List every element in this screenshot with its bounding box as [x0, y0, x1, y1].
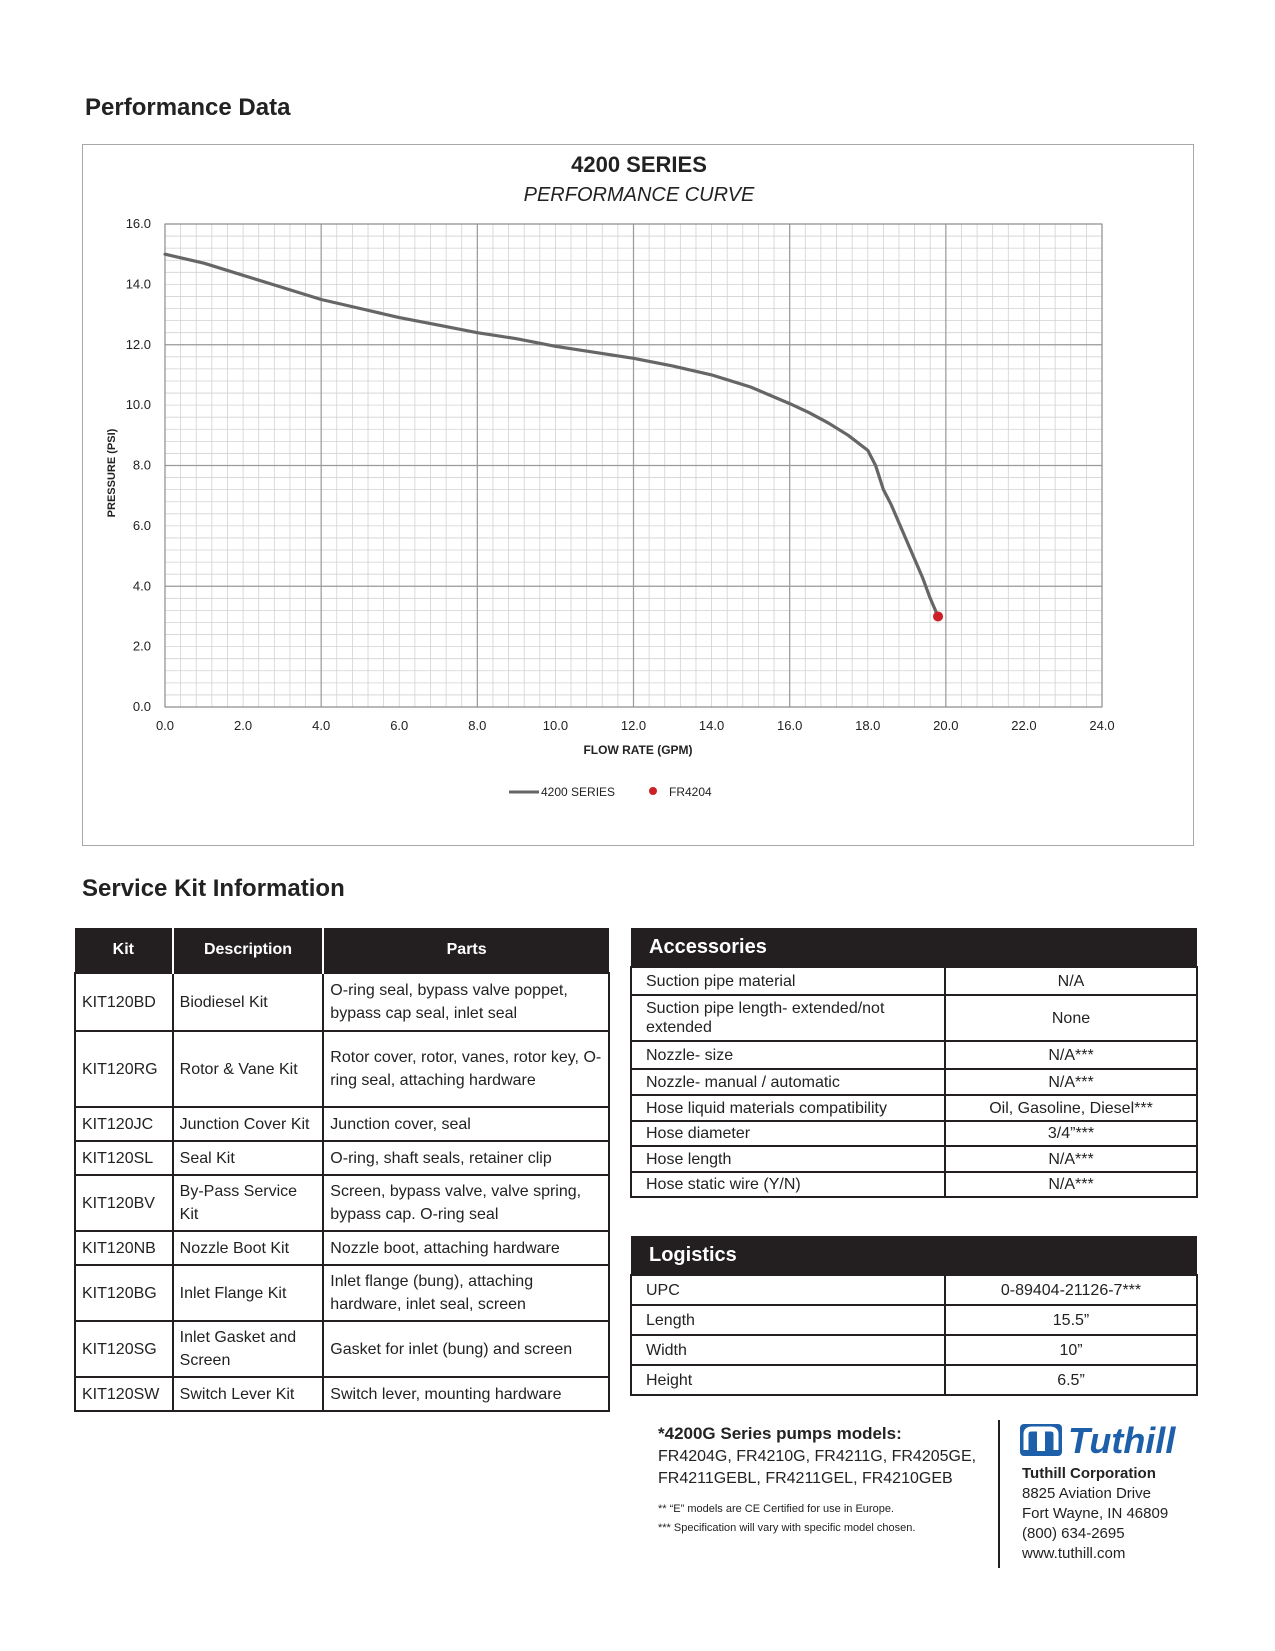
spec-footnote: *** Specification will vary with specific model chosen. — [658, 1522, 916, 1534]
y-tick-label: 10.0 — [125, 397, 151, 413]
kit-parts: Junction cover, seal — [323, 1107, 609, 1141]
notes-models-line-2: FR4211GEBL, FR4211GEL, FR4210GEB — [658, 1470, 953, 1487]
kit-description: Biodiesel Kit — [173, 973, 324, 1031]
y-tick-label: 8.0 — [132, 457, 151, 473]
kit-parts: Rotor cover, rotor, vanes, rotor key, O-ring seal, attaching hardware — [323, 1031, 609, 1107]
table-row — [631, 1172, 1197, 1197]
kit-code: KIT120JC — [75, 1107, 173, 1141]
table-row — [631, 1121, 1197, 1146]
chart-y-axis-label: PRESSURE (PSI) — [106, 428, 118, 518]
spec-label: Nozzle- manual / automatic — [631, 1069, 945, 1095]
performance-chart — [82, 144, 1194, 846]
parts-column-header: Parts — [323, 928, 609, 973]
y-tick-label: 14.0 — [125, 276, 151, 292]
y-tick-label: 6.0 — [132, 517, 151, 533]
kit-code: KIT120SL — [75, 1141, 173, 1175]
x-tick-label: 16.0 — [777, 718, 803, 733]
table-row — [631, 1069, 1197, 1095]
service-kit-table — [74, 928, 610, 1412]
spec-value: N/A*** — [945, 1172, 1197, 1197]
x-tick-label: 8.0 — [468, 718, 487, 733]
spec-value: None — [945, 995, 1197, 1041]
table-row — [75, 1141, 609, 1175]
x-tick-label: 2.0 — [234, 718, 253, 733]
legend-dot-swatch — [649, 787, 657, 795]
company-phone: (800) 634-2695 — [1022, 1525, 1125, 1542]
table-row — [631, 1275, 1197, 1305]
y-tick-label: 4.0 — [132, 578, 151, 594]
kit-description: Junction Cover Kit — [173, 1107, 324, 1141]
kit-description: By-Pass Service Kit — [173, 1175, 324, 1231]
table-row — [631, 1365, 1197, 1395]
spec-label: Hose diameter — [631, 1121, 945, 1146]
performance-data-title: Performance Data — [85, 94, 291, 121]
kit-description: Seal Kit — [173, 1141, 324, 1175]
table-row — [631, 1095, 1197, 1121]
company-website[interactable]: www.tuthill.com — [1022, 1545, 1126, 1562]
kit-description: Rotor & Vane Kit — [173, 1031, 324, 1107]
table-row — [75, 973, 609, 1031]
spec-label: Hose static wire (Y/N) — [631, 1172, 945, 1197]
spec-value: 3/4”*** — [945, 1121, 1197, 1146]
kit-code: KIT120NB — [75, 1231, 173, 1265]
chart-title: 4200 SERIES — [571, 152, 707, 177]
table-row — [75, 1321, 609, 1377]
spec-value: N/A — [945, 967, 1197, 995]
chart-legend — [509, 785, 712, 799]
x-tick-label: 20.0 — [933, 718, 959, 733]
kit-parts: Screen, bypass valve, valve spring, bypass cap. O-ring seal — [323, 1175, 609, 1231]
table-row — [75, 1031, 609, 1107]
footer-divider — [998, 1420, 1000, 1568]
legend-entry-fr4204: FR4204 — [669, 785, 712, 799]
y-tick-label: 16.0 — [125, 216, 151, 231]
kit-parts: Inlet flange (bung), attaching hardware, inlet seal, screen — [323, 1265, 609, 1321]
table-row — [631, 1305, 1197, 1335]
accessories-header: Accessories — [631, 928, 1197, 967]
logistics-header: Logistics — [631, 1236, 1197, 1275]
company-address-line-1: 8825 Aviation Drive — [1022, 1485, 1151, 1502]
kit-code: KIT120SW — [75, 1377, 173, 1411]
y-tick-label: 0.0 — [132, 699, 151, 714]
chart-x-axis-label: FLOW RATE (GPM) — [583, 743, 693, 757]
performance-curve-svg — [83, 145, 1195, 847]
kit-parts: Gasket for inlet (bung) and screen — [323, 1321, 609, 1377]
kit-parts: O-ring seal, bypass valve poppet, bypass cap seal, inlet seal — [323, 973, 609, 1031]
x-tick-label: 6.0 — [390, 718, 409, 733]
kit-code: KIT120RG — [75, 1031, 173, 1107]
accessories-table — [630, 928, 1198, 1198]
spec-value: 6.5” — [945, 1365, 1197, 1395]
spec-label: Hose length — [631, 1146, 945, 1172]
company-name: Tuthill Corporation — [1022, 1465, 1156, 1482]
spec-value: N/A*** — [945, 1146, 1197, 1172]
table-row — [75, 1107, 609, 1141]
x-tick-label: 10.0 — [542, 718, 569, 733]
logistics-table — [630, 1236, 1198, 1396]
table-row — [631, 1041, 1197, 1069]
legend-entry-4200-series: 4200 SERIES — [541, 785, 616, 799]
table-row — [75, 1175, 609, 1231]
table-row — [75, 1377, 609, 1411]
y-tick-label: 12.0 — [125, 336, 151, 352]
x-tick-label: 4.0 — [312, 718, 331, 733]
description-column-header: Description — [173, 928, 324, 973]
tuthill-logo-icon — [1020, 1424, 1062, 1456]
table-row — [631, 967, 1197, 995]
x-tick-label: 0.0 — [155, 718, 175, 733]
spec-value: N/A*** — [945, 1069, 1197, 1095]
spec-value: Oil, Gasoline, Diesel*** — [945, 1095, 1197, 1121]
table-row — [75, 1231, 609, 1265]
kit-parts: Switch lever, mounting hardware — [323, 1377, 609, 1411]
company-address-line-2: Fort Wayne, IN 46809 — [1022, 1505, 1169, 1522]
spec-label: Hose liquid materials compatibility — [631, 1095, 945, 1121]
kit-description: Nozzle Boot Kit — [173, 1231, 324, 1265]
spec-label: Height — [631, 1365, 945, 1395]
spec-value: 15.5” — [945, 1305, 1197, 1335]
kit-parts: O-ring, shaft seals, retainer clip — [323, 1141, 609, 1175]
service-kit-title: Service Kit Information — [82, 875, 345, 902]
tuthill-logo — [1018, 1420, 1188, 1460]
ce-footnote: ** “E” models are CE Certified for use in Europe. — [658, 1503, 894, 1515]
kit-code: KIT120BG — [75, 1265, 173, 1321]
spec-label: UPC — [631, 1275, 945, 1305]
kit-column-header: Kit — [75, 928, 173, 973]
table-row — [631, 995, 1197, 1041]
spec-label: Length — [631, 1305, 945, 1335]
notes-title: *4200G Series pumps models: — [658, 1424, 902, 1443]
spec-value: 10” — [945, 1335, 1197, 1365]
spec-label: Width — [631, 1335, 945, 1365]
spec-value: N/A*** — [945, 1041, 1197, 1069]
spec-label: Nozzle- size — [631, 1041, 945, 1069]
spec-label: Suction pipe material — [631, 967, 945, 995]
model-notes — [658, 1422, 998, 1538]
kit-description: Inlet Gasket and Screen — [173, 1321, 324, 1377]
tuthill-logo-text: Tuthill — [1068, 1420, 1176, 1460]
company-contact — [1022, 1464, 1168, 1564]
kit-parts: Nozzle boot, attaching hardware — [323, 1231, 609, 1265]
data-point-fr4204 — [933, 611, 943, 621]
y-tick-label: 2.0 — [132, 638, 151, 654]
x-tick-label: 18.0 — [855, 718, 881, 733]
notes-models-line-1: FR4204G, FR4210G, FR4211G, FR4205GE, — [658, 1448, 977, 1465]
kit-code: KIT120SG — [75, 1321, 173, 1377]
table-row — [75, 1265, 609, 1321]
kit-description: Switch Lever Kit — [173, 1377, 324, 1411]
spec-label: Suction pipe length- extended/not extended — [631, 995, 945, 1041]
x-tick-label: 24.0 — [1089, 718, 1115, 733]
x-tick-label: 22.0 — [1011, 718, 1037, 733]
kit-description: Inlet Flange Kit — [173, 1265, 324, 1321]
x-tick-label: 12.0 — [620, 718, 647, 733]
chart-subtitle: PERFORMANCE CURVE — [523, 184, 755, 206]
spec-value: 0-89404-21126-7*** — [945, 1275, 1197, 1305]
x-tick-label: 14.0 — [698, 718, 725, 733]
kit-code: KIT120BV — [75, 1175, 173, 1231]
kit-code: KIT120BD — [75, 973, 173, 1031]
table-row — [631, 1146, 1197, 1172]
table-row — [631, 1335, 1197, 1365]
